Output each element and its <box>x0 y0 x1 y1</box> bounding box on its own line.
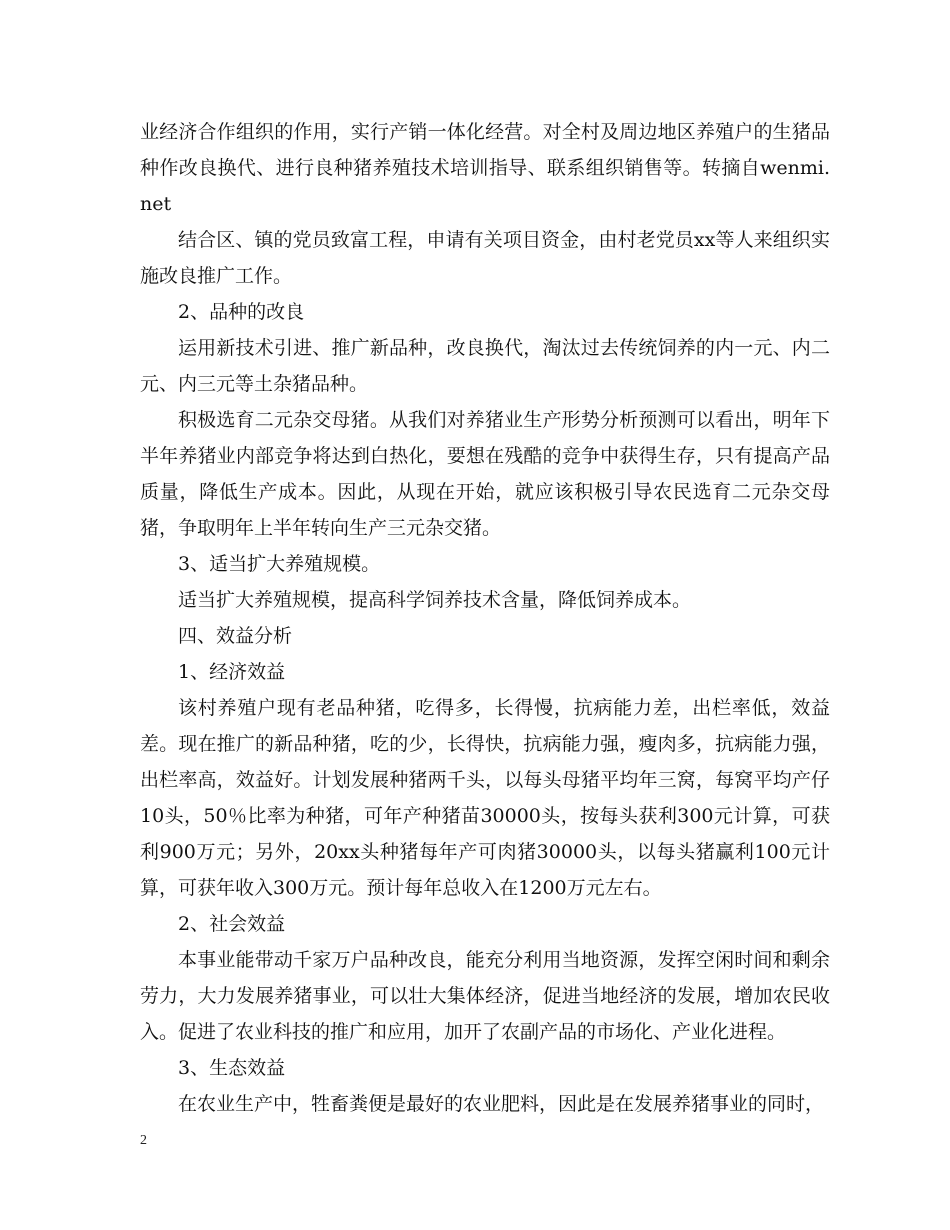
section-heading: 1、经济效益 <box>178 661 286 683</box>
paragraph: 积极选育二元杂交母猪。从我们对养猪业生产形势分析预测可以看出，明年下半年养猪业内部竞争将达到白热化，要想在残酷的竞争中获得生存，只有提高产品质量，降低生产成本。因此，从现在开始，就应该积极引导农民选育二元杂交母猪，争取明年上半年转向生产三元杂交猪。 <box>140 409 830 539</box>
section-heading: 3、生态效益 <box>178 1057 286 1079</box>
paragraph: 业经济合作组织的作用，实行产销一体化经营。对全村及周边地区养殖户的生猪品种作改良换代、进行良种猪养殖技术培训指导、联系组织销售等。转摘自wenmi.net <box>140 121 830 215</box>
paragraph: 结合区、镇的党员致富工程，申请有关项目资金，由村老党员xx等人来组织实施改良推广工作。 <box>140 229 830 287</box>
section-heading: 3、适当扩大养殖规模。 <box>178 553 381 575</box>
section-heading: 2、品种的改良 <box>178 301 305 323</box>
body-text <box>140 114 830 1122</box>
paragraph: 适当扩大养殖规模，提高科学饲养技术含量，降低饲养成本。 <box>178 589 692 611</box>
paragraph: 在农业生产中，牲畜粪便是最好的农业肥料，因此是在发展养猪事业的同时， <box>178 1093 825 1115</box>
page-number: 2 <box>140 1133 147 1148</box>
section-heading: 2、社会效益 <box>178 913 286 935</box>
paragraph: 该村养殖户现有老品种猪，吃得多，长得慢，抗病能力差，出栏率低，效益差。现在推广的新品种猪，吃的少，长得快，抗病能力强，瘦肉多，抗病能力强，出栏率高，效益好。计划发展种猪两千头，以每头母猪平均年三窝，每窝平均产仔10头，50％比率为种猪，可年产种猪苗30000头，按每头获利300元计算，可获利900万元；另外，20xx头种猪每年产可肉猪30000头，以每头猪赢利100元计算，可获年收入300万元。预计每年总收入在1200万元左右。 <box>140 697 830 899</box>
paragraph: 运用新技术引进、推广新品种，改良换代，淘汰过去传统饲养的内一元、内二元、内三元等土杂猪品种。 <box>140 337 830 395</box>
paragraph: 本事业能带动千家万户品种改良，能充分利用当地资源，发挥空闲时间和剩余劳力，大力发展养猪事业，可以壮大集体经济，促进当地经济的发展，增加农民收入。促进了农业科技的推广和应用，加开了农副产品的市场化、产业化进程。 <box>140 949 830 1043</box>
section-heading: 四、效益分析 <box>178 625 293 647</box>
